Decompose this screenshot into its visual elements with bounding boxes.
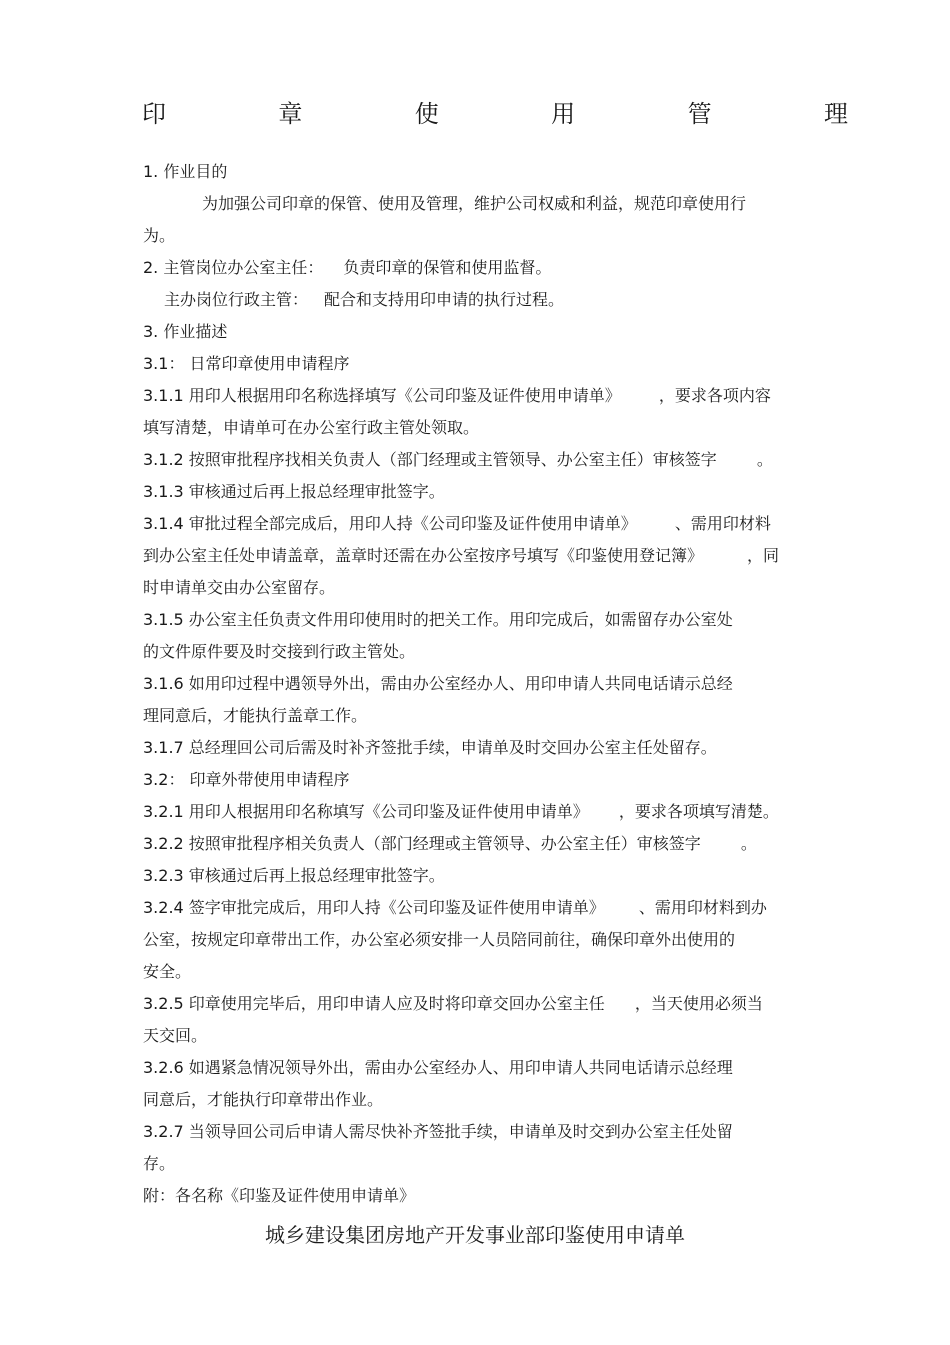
title-char: 用: [551, 100, 576, 128]
paragraph-line: [143, 832, 757, 856]
paragraph-line: 同意后，才能执行印章带出作业。: [143, 1090, 384, 1109]
paragraph-line: [143, 544, 779, 568]
paragraph-line: 填写清楚，申请单可在办公室行政主管处领取。: [143, 418, 480, 437]
line-part: 3.2.4 签字审批完成后，用印人持《公司印鉴及证件使用申请单》: [143, 898, 605, 917]
appendix-line: 附：各名称《印鉴及证件使用申请单》: [143, 1186, 416, 1205]
title-char: 管: [687, 100, 712, 128]
paragraph-line: 3.1.3 审核通过后再上报总经理审批签字。: [143, 482, 445, 501]
line-part: 、需用印材料到办: [638, 898, 767, 917]
line-part: 3.1.2 按照审批程序找相关负责人（部门经理或主管领导、办公室主任）审核签字: [143, 450, 717, 469]
paragraph-line: [143, 256, 551, 280]
paragraph-line: 理同意后，才能执行盖章工作。: [143, 706, 368, 725]
line-part: 主办岗位行政主管：: [164, 290, 309, 309]
paragraph-line: 3.2.6 如遇紧急情况领导外出，需由办公室经办人、用印申请人共同电话请示总经理: [143, 1058, 733, 1077]
line-part: 3.2.2 按照审批程序相关负责人（部门经理或主管领导、办公室主任）审核签字: [143, 834, 701, 853]
line-part: ，同: [747, 546, 780, 565]
paragraph-line: 的文件原件要及时交接到行政主管处。: [143, 642, 416, 661]
title-char: 章: [278, 100, 303, 128]
paragraph-line: 3.1.6 如用印过程中遇领导外出，需由办公室经办人、用印申请人共同电话请示总经: [143, 674, 733, 693]
subsection-heading: 3.1： 日常印章使用申请程序: [143, 354, 350, 373]
paragraph-line: [164, 288, 564, 312]
line-part: 配合和支持用印申请的执行过程。: [324, 290, 565, 309]
section-heading: 3. 作业描述: [143, 322, 228, 341]
paragraph-line: [143, 992, 763, 1016]
paragraph-line: 时申请单交由办公室留存。: [143, 578, 336, 597]
line-part: ，要求各项填写清楚。: [618, 802, 779, 821]
line-part: ，当天使用必须当: [634, 994, 763, 1013]
line-part: 3.1.1 用印人根据用印名称选择填写《公司印鉴及证件使用申请单》: [143, 386, 621, 405]
title-char: 使: [414, 100, 439, 128]
page-title: [142, 96, 848, 132]
paragraph-line: 3.1.5 办公室主任负责文件用印使用时的把关工作。用印完成后，如需留存办公室处: [143, 610, 733, 629]
paragraph-line: [143, 512, 771, 536]
paragraph-line: [143, 384, 771, 408]
paragraph-line: 公室，按规定印章带出工作，办公室必须安排一人员陪同前往，确保印章外出使用的: [143, 930, 736, 949]
subsection-heading: 3.2： 印章外带使用申请程序: [143, 770, 350, 789]
paragraph-line: 为。: [143, 226, 176, 245]
paragraph-line: 安全。: [143, 962, 192, 981]
line-part: 3.2.1 用印人根据用印名称填写《公司印鉴及证件使用申请单》: [143, 802, 589, 821]
paragraph-line: 3.2.7 当领导回公司后申请人需尽快补齐签批手续，申请单及时交到办公室主任处留: [143, 1122, 733, 1141]
line-part: 3.2.5 印章使用完毕后，用印申请人应及时将印章交回办公室主任: [143, 994, 605, 1013]
section-heading: 1. 作业目的: [143, 162, 228, 181]
line-part: 2. 主管岗位办公室主任：: [143, 258, 324, 277]
line-part: 3.1.4 审批过程全部完成后，用印人持《公司印鉴及证件使用申请单》: [143, 514, 637, 533]
line-part: ，要求各项内容: [658, 386, 771, 405]
line-part: 。: [756, 450, 773, 469]
paragraph-line: 3.2.3 审核通过后再上报总经理审批签字。: [143, 866, 445, 885]
paragraph-line: [143, 448, 773, 472]
form-title: 城乡建设集团房地产开发事业部印鉴使用申请单: [265, 1223, 685, 1247]
paragraph-line: [143, 896, 767, 920]
paragraph-line: 存。: [143, 1154, 176, 1173]
line-part: 。: [740, 834, 757, 853]
title-char: 印: [142, 100, 166, 128]
paragraph-line: 为加强公司印章的保管、使用及管理，维护公司权威和利益，规范印章使用行: [202, 194, 747, 213]
title-char: 理: [823, 100, 848, 128]
line-part: 、需用印材料: [674, 514, 771, 533]
paragraph-line: 3.1.7 总经理回公司后需及时补齐签批手续，申请单及时交回办公室主任处留存。: [143, 738, 717, 757]
paragraph-line: 天交回。: [143, 1026, 208, 1045]
line-part: 到办公室主任处申请盖章，盖章时还需在办公室按序号填写《印鉴使用登记簿》: [143, 546, 704, 565]
line-part: 负责印章的保管和使用监督。: [343, 258, 552, 277]
paragraph-line: [143, 800, 779, 824]
